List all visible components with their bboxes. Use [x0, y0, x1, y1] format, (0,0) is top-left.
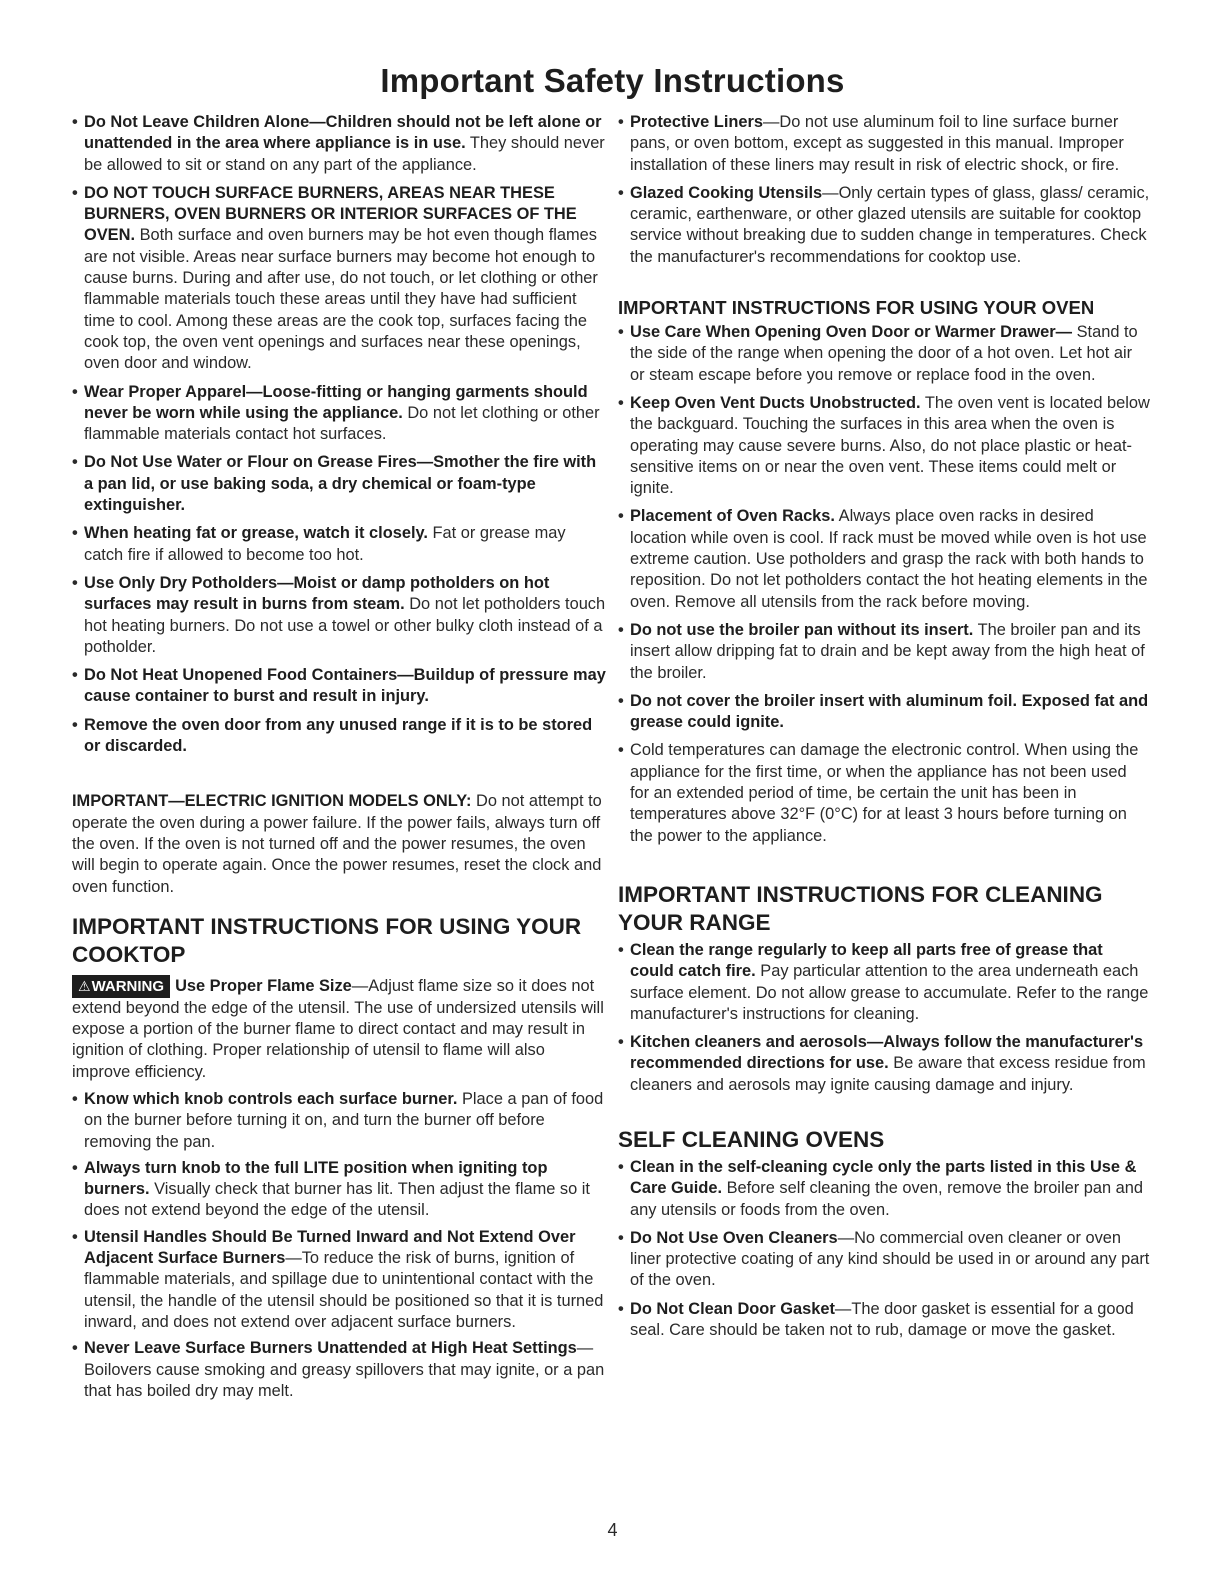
page-title: Important Safety Instructions: [380, 62, 845, 99]
bullet: •: [72, 715, 78, 734]
item-lead: Never Leave Surface Burners Unattended at High Heat Settings: [84, 1339, 577, 1358]
section-heading-oven: IMPORTANT INSTRUCTIONS FOR USING YOUR OVEN: [618, 297, 1095, 319]
item-body: The oven vent is located below the backguard. Touching the surfaces in this area when the oven is operating may cause severe burns. Also, do not place plastic or heat-sensitive items on or near the oven vent. These items could melt or ignite.: [630, 393, 1150, 498]
item-body: —Boilovers cause smoking and greasy spillovers that may ignite, or a pan that has boiled dry may melt.: [84, 1339, 605, 1400]
item-lead: Utensil Handles Should Be Turned Inward and Not Extend Over Adjacent Surface Burners: [84, 1227, 576, 1268]
list-item: [618, 1157, 1150, 1221]
list-item: [618, 740, 1150, 846]
bullet: •: [72, 573, 78, 592]
right-column: [618, 112, 1150, 1348]
bullet: •: [72, 1089, 78, 1108]
left-column: [72, 112, 607, 1407]
list-item: [618, 393, 1150, 499]
item-lead: Kitchen cleaners and aerosols—Always follow the manufacturer's recommended directions for use.: [630, 1033, 1144, 1073]
item-lead: Use Only Dry Potholders—Moist or damp potholders on hot surfaces may result in burns from steam.: [84, 573, 550, 614]
bullet: •: [72, 382, 78, 401]
bullet: •: [72, 1339, 78, 1358]
list-item: [618, 620, 1150, 684]
electric-ignition-note: [72, 791, 607, 897]
bullet: •: [72, 183, 78, 202]
item-lead: Do Not Use Oven Cleaners: [630, 1228, 838, 1247]
item-body: Stand to the side of the range when opening the door of a hot oven. Let hot air or steam escape before you remove or replace food in the oven.: [630, 323, 1138, 384]
item-body: Do not let potholders touch hot heating burners. Do not use a towel or other bulky cloth instead of a potholder.: [84, 595, 606, 656]
bullet: •: [72, 1227, 78, 1246]
item-lead: Do Not Heat Unopened Food Containers—Buildup of pressure may cause container to burst and result in injury.: [84, 666, 606, 706]
list-item: [618, 1228, 1150, 1292]
item-lead: Always turn knob to the full LITE position when igniting top burners.: [84, 1158, 548, 1199]
item-lead: Use Care When Opening Oven Door or Warmer Drawer—: [630, 323, 1073, 342]
list-item: [72, 382, 607, 446]
bullet: •: [618, 620, 624, 639]
bullet: •: [72, 524, 78, 543]
list-item: [618, 940, 1150, 1025]
warning-badge: [72, 975, 170, 998]
item-body: Visually check that burner has lit. Then adjust the flame so it does not extend beyond the edge of the utensil.: [84, 1180, 590, 1220]
item-body: Fat or grease may catch fire if allowed to become too hot.: [84, 524, 566, 564]
item-body: Place a pan of food on the burner before turning it on, and turn the burner off before removing the pan.: [84, 1089, 604, 1151]
bullet: •: [72, 666, 78, 685]
list-item: [618, 183, 1150, 268]
page-number: 4: [607, 1520, 618, 1540]
item-body: —Only certain types of glass, glass/ ceramic, ceramic, earthenware, or other glazed utensils are suitable for cooktop service without breaking due to sudden change in temperatures. Check the manufacturer's recommendations for cooktop use.: [630, 183, 1150, 266]
item-body: They should never be allowed to sit or stand on any part of the appliance.: [84, 134, 605, 174]
list-item: [72, 1227, 607, 1333]
item-body: Do not let clothing or other flammable materials contact hot surfaces.: [84, 403, 600, 444]
list-item: [72, 573, 607, 658]
list-item: [72, 715, 607, 758]
item-body: Before self cleaning the oven, remove the broiler pan and any utensils or foods from the oven.: [630, 1179, 1143, 1219]
warning-body: —Adjust flame size so it does not extend beyond the edge of the utensil. The use of undersized utensils will expose a portion of the burner flame to direct contact and may result in ignition of clothing. Proper relationship of utensil to flame will also improve efficiency.: [72, 976, 604, 1081]
bullet: •: [618, 691, 624, 710]
list-item: [72, 1158, 607, 1222]
item-lead: Placement of Oven Racks.: [630, 507, 835, 526]
electric-note-body: Do not attempt to operate the oven during a power failure. If the power fails, always turn off the oven. If the oven is not turned off and the power resumes, the oven will begin to operate again. Once the power resumes, reset the clock and oven function.: [72, 792, 602, 896]
bullet: •: [72, 113, 78, 131]
list-item: [72, 112, 607, 176]
item-lead: Clean the range regularly to keep all parts free of grease that could catch fire.: [630, 940, 1103, 981]
item-body: The broiler pan and its insert allow dripping fat to drain and be kept away from the high heat of the broiler.: [630, 620, 1145, 682]
item-lead: When heating fat or grease, watch it closely.: [84, 524, 428, 543]
warning-triangle-icon: ⚠: [78, 977, 91, 994]
bullet: •: [618, 940, 624, 959]
bullet: •: [618, 323, 624, 342]
bullet: •: [72, 1158, 78, 1177]
electric-note-lead: IMPORTANT—ELECTRIC IGNITION MODELS ONLY:: [72, 792, 472, 811]
bullet: •: [618, 1033, 624, 1052]
item-lead: Clean in the self-cleaning cycle only the parts listed in this Use & Care Guide.: [630, 1157, 1137, 1198]
bullet: •: [618, 393, 624, 412]
item-body: —To reduce the risk of burns, ignition of flammable materials, and spillage due to unintentional contact with the utensil, the handle of the utensil should be positioned so that it is turned inward, and does not extend over adjacent surface burners.: [84, 1249, 604, 1331]
bullet: •: [618, 1157, 624, 1176]
item-lead: DO NOT TOUCH SURFACE BURNERS, AREAS NEAR THESE BURNERS, OVEN BURNERS OR INTERIOR SURFACES OF THE OVEN.: [84, 183, 577, 245]
item-lead: Do Not Clean Door Gasket: [630, 1299, 835, 1318]
list-item: [618, 1032, 1150, 1096]
section-heading-cleaning: IMPORTANT INSTRUCTIONS FOR CLEANING YOUR RANGE: [618, 881, 1103, 935]
list-item: [618, 322, 1150, 386]
item-body: —No commercial oven cleaner or oven liner protective coating of any kind should be used in or around any part of the oven.: [630, 1228, 1150, 1290]
item-lead: Protective Liners: [630, 113, 763, 131]
bullet: •: [618, 741, 624, 760]
item-body: —The door gasket is essential for a good seal. Care should be taken not to rub, damage or move the gasket.: [630, 1299, 1134, 1340]
item-lead: Keep Oven Vent Ducts Unobstructed.: [630, 393, 921, 412]
warning-paragraph: [72, 975, 607, 1083]
item-lead: Remove the oven door from any unused range if it is to be stored or discarded.: [84, 715, 593, 756]
list-item: [72, 452, 607, 516]
list-item: [72, 1089, 607, 1153]
item-body: Both surface and oven burners may be hot even though flames are not visible. Areas near surface burners may become hot enough to cause burns. During and after use, do not touch, or let clothing or other flammable materials touch these areas until they have had sufficient time to cool. Among these areas are the cook top, surfaces facing the cook top, the oven vent openings and surfaces near these openings, oven door and window.: [84, 226, 598, 373]
item-body: Be aware that excess residue from cleaners and aerosols may ignite causing damage and injury.: [630, 1054, 1146, 1094]
list-item: [618, 506, 1150, 612]
list-item: [72, 665, 607, 708]
warning-lead: Use Proper Flame Size: [175, 976, 352, 995]
list-item: [72, 1338, 607, 1402]
section-heading-cooktop: IMPORTANT INSTRUCTIONS FOR USING YOUR COOKTOP: [72, 913, 582, 967]
item-lead: Do Not Leave Children Alone—Children should not be left alone or unattended in the area where appliance is in use.: [84, 113, 602, 153]
item-lead: Do not cover the broiler insert with aluminum foil. Exposed fat and grease could ignite.: [630, 691, 1149, 732]
item-body: Pay particular attention to the area underneath each surface element. Do not allow grease to accumulate. Refer to the range manufacturer's instructions for cleaning.: [630, 962, 1149, 1023]
item-lead: Do not use the broiler pan without its insert.: [630, 620, 974, 639]
bullet: •: [618, 113, 624, 131]
item-lead: Wear Proper Apparel—Loose-fitting or hanging garments should never be worn while using the appliance.: [84, 382, 588, 422]
list-item: [618, 691, 1150, 734]
item-lead: Know which knob controls each surface burner.: [84, 1089, 458, 1108]
bullet: •: [618, 183, 624, 202]
bullet: •: [72, 453, 78, 472]
bullet: •: [618, 1228, 624, 1247]
list-item: [618, 1299, 1150, 1342]
section-heading-self-cleaning: SELF CLEANING OVENS: [618, 1126, 885, 1152]
item-body: —Do not use aluminum foil to line surface burner pans, or oven bottom, except as suggested in this manual. Improper installation of these liners may result in risk of electric shock, or fire.: [630, 113, 1124, 174]
list-item: [72, 183, 607, 375]
item-body: Cold temperatures can damage the electronic control. When using the appliance for the first time, or when the appliance has not been used for an extended period of time, be certain the unit has been in temperatures above 32°F (0°C) for at least 3 hours before turning on the power to the appliance.: [630, 741, 1139, 845]
bullet: •: [618, 507, 624, 526]
list-item: [618, 112, 1150, 176]
warning-label: WARNING: [91, 977, 165, 995]
bullet: •: [618, 1299, 624, 1318]
item-body: Always place oven racks in desired location while oven is cool. If rack must be moved while oven is hot use extreme caution. Use potholders and grasp the rack with both hands to reposition. Do not let potholders contact the hot heating elements in the oven. Remove all utensils from the rack before moving.: [630, 507, 1148, 611]
list-item: [72, 523, 607, 566]
item-lead: Glazed Cooking Utensils: [630, 183, 823, 202]
item-lead: Do Not Use Water or Flour on Grease Fires—Smother the fire with a pan lid, or use baking soda, a dry chemical or foam-type extinguisher.: [84, 453, 597, 515]
